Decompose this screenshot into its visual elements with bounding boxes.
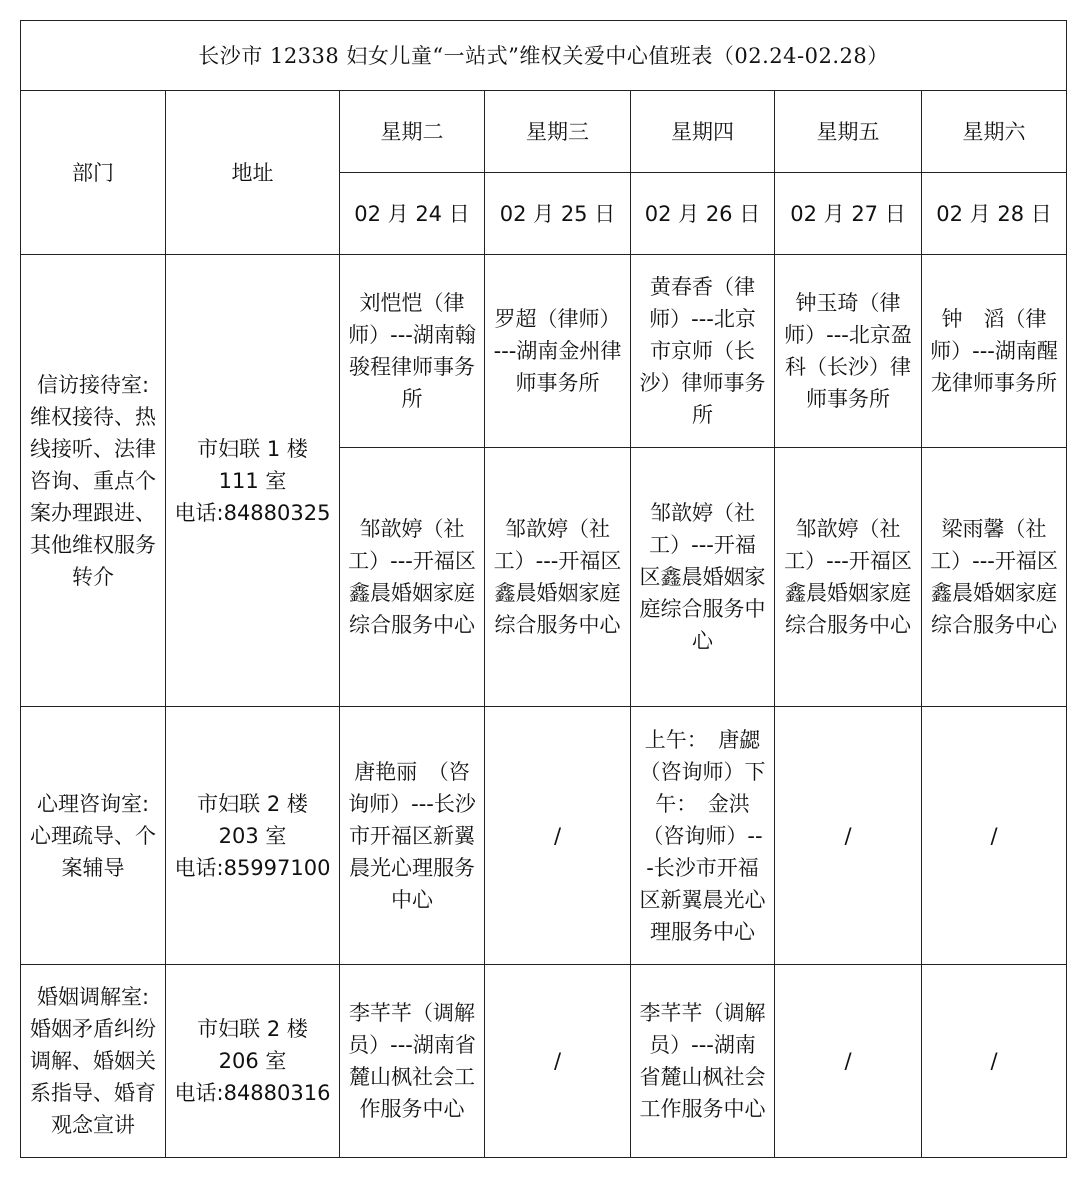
address-line: 111 室 [218, 468, 287, 493]
date-header: 02 月 27 日 [775, 173, 922, 255]
duty-cell: 钟 滔（律师）---湖南醒龙律师事务所 [922, 255, 1067, 448]
duty-cell: 唐艳丽 （咨询师）---长沙市开福区新翼晨光心理服务中心 [340, 707, 485, 965]
address-cell [166, 965, 340, 1158]
phone-number: 电话:84880316 [174, 1081, 331, 1105]
date-header: 02 月 26 日 [631, 173, 775, 255]
table-row [21, 965, 1067, 1158]
duty-cell: 李芊芊（调解员）---湖南省麓山枫社会工作服务中心 [631, 965, 775, 1158]
date-header: 02 月 28 日 [922, 173, 1067, 255]
address-cell [166, 255, 340, 707]
duty-cell: 罗超（律师）---湖南金州律师事务所 [485, 255, 631, 448]
address-line: 市妇联 2 楼 [197, 791, 308, 816]
empty-duty-cell: / [775, 965, 922, 1158]
duty-cell: 梁雨馨（社工）---开福区鑫晨婚姻家庭综合服务中心 [922, 448, 1067, 707]
duty-cell: 刘恺恺（律师）---湖南翰骏程律师事务所 [340, 255, 485, 448]
address-cell [166, 707, 340, 965]
weekday-header: 星期四 [631, 91, 775, 173]
department-header: 部门 [21, 91, 166, 255]
department-cell: 心理咨询室:心理疏导、个案辅导 [21, 707, 166, 965]
duty-cell: 钟玉琦（律师）---北京盈科（长沙）律师事务所 [775, 255, 922, 448]
department-cell: 婚姻调解室:婚姻矛盾纠纷调解、婚姻关系指导、婚育观念宣讲 [21, 965, 166, 1158]
table-title: 长沙市 12338 妇女儿童“一站式”维权关爱中心值班表（02.24-02.28） [21, 21, 1067, 91]
address-line: 206 室 [218, 1049, 287, 1073]
weekday-header: 星期三 [485, 91, 631, 173]
date-header: 02 月 25 日 [485, 173, 631, 255]
empty-duty-cell: / [922, 707, 1067, 965]
table-row [21, 255, 1067, 448]
date-header: 02 月 24 日 [340, 173, 485, 255]
duty-cell: 邹歆婷（社工）---开福区鑫晨婚姻家庭综合服务中心 [631, 448, 775, 707]
address-header: 地址 [166, 91, 340, 255]
empty-duty-cell: / [922, 965, 1067, 1158]
duty-cell: 邹歆婷（社工）---开福区鑫晨婚姻家庭综合服务中心 [775, 448, 922, 707]
weekday-header-row [21, 91, 1067, 173]
duty-cell: 上午： 唐勰（咨询师）下午： 金洪（咨询师）---长沙市开福区新翼晨光心理服务中心 [631, 707, 775, 965]
weekday-header: 星期二 [340, 91, 485, 173]
department-cell: 信访接待室:维权接待、热线接听、法律咨询、重点个案办理跟进、其他维权服务转介 [21, 255, 166, 707]
empty-duty-cell: / [485, 707, 631, 965]
title-row [21, 21, 1067, 91]
duty-cell: 李芊芊（调解员）---湖南省麓山枫社会工作服务中心 [340, 965, 485, 1158]
weekday-header: 星期五 [775, 91, 922, 173]
duty-cell: 邹歆婷（社工）---开福区鑫晨婚姻家庭综合服务中心 [485, 448, 631, 707]
empty-duty-cell: / [485, 965, 631, 1158]
duty-cell: 邹歆婷（社工）---开福区鑫晨婚姻家庭综合服务中心 [340, 448, 485, 707]
duty-cell: 黄春香（律师）---北京市京师（长沙）律师事务所 [631, 255, 775, 448]
address-line: 市妇联 2 楼 [197, 1017, 308, 1041]
weekday-header: 星期六 [922, 91, 1067, 173]
empty-duty-cell: / [775, 707, 922, 965]
phone-number: 电话:85997100 [174, 855, 331, 880]
address-line: 市妇联 1 楼 [197, 436, 308, 461]
address-line: 203 室 [218, 823, 287, 848]
duty-schedule-table [20, 20, 1067, 1158]
phone-number: 电话:84880325 [174, 500, 331, 525]
table-row [21, 707, 1067, 965]
